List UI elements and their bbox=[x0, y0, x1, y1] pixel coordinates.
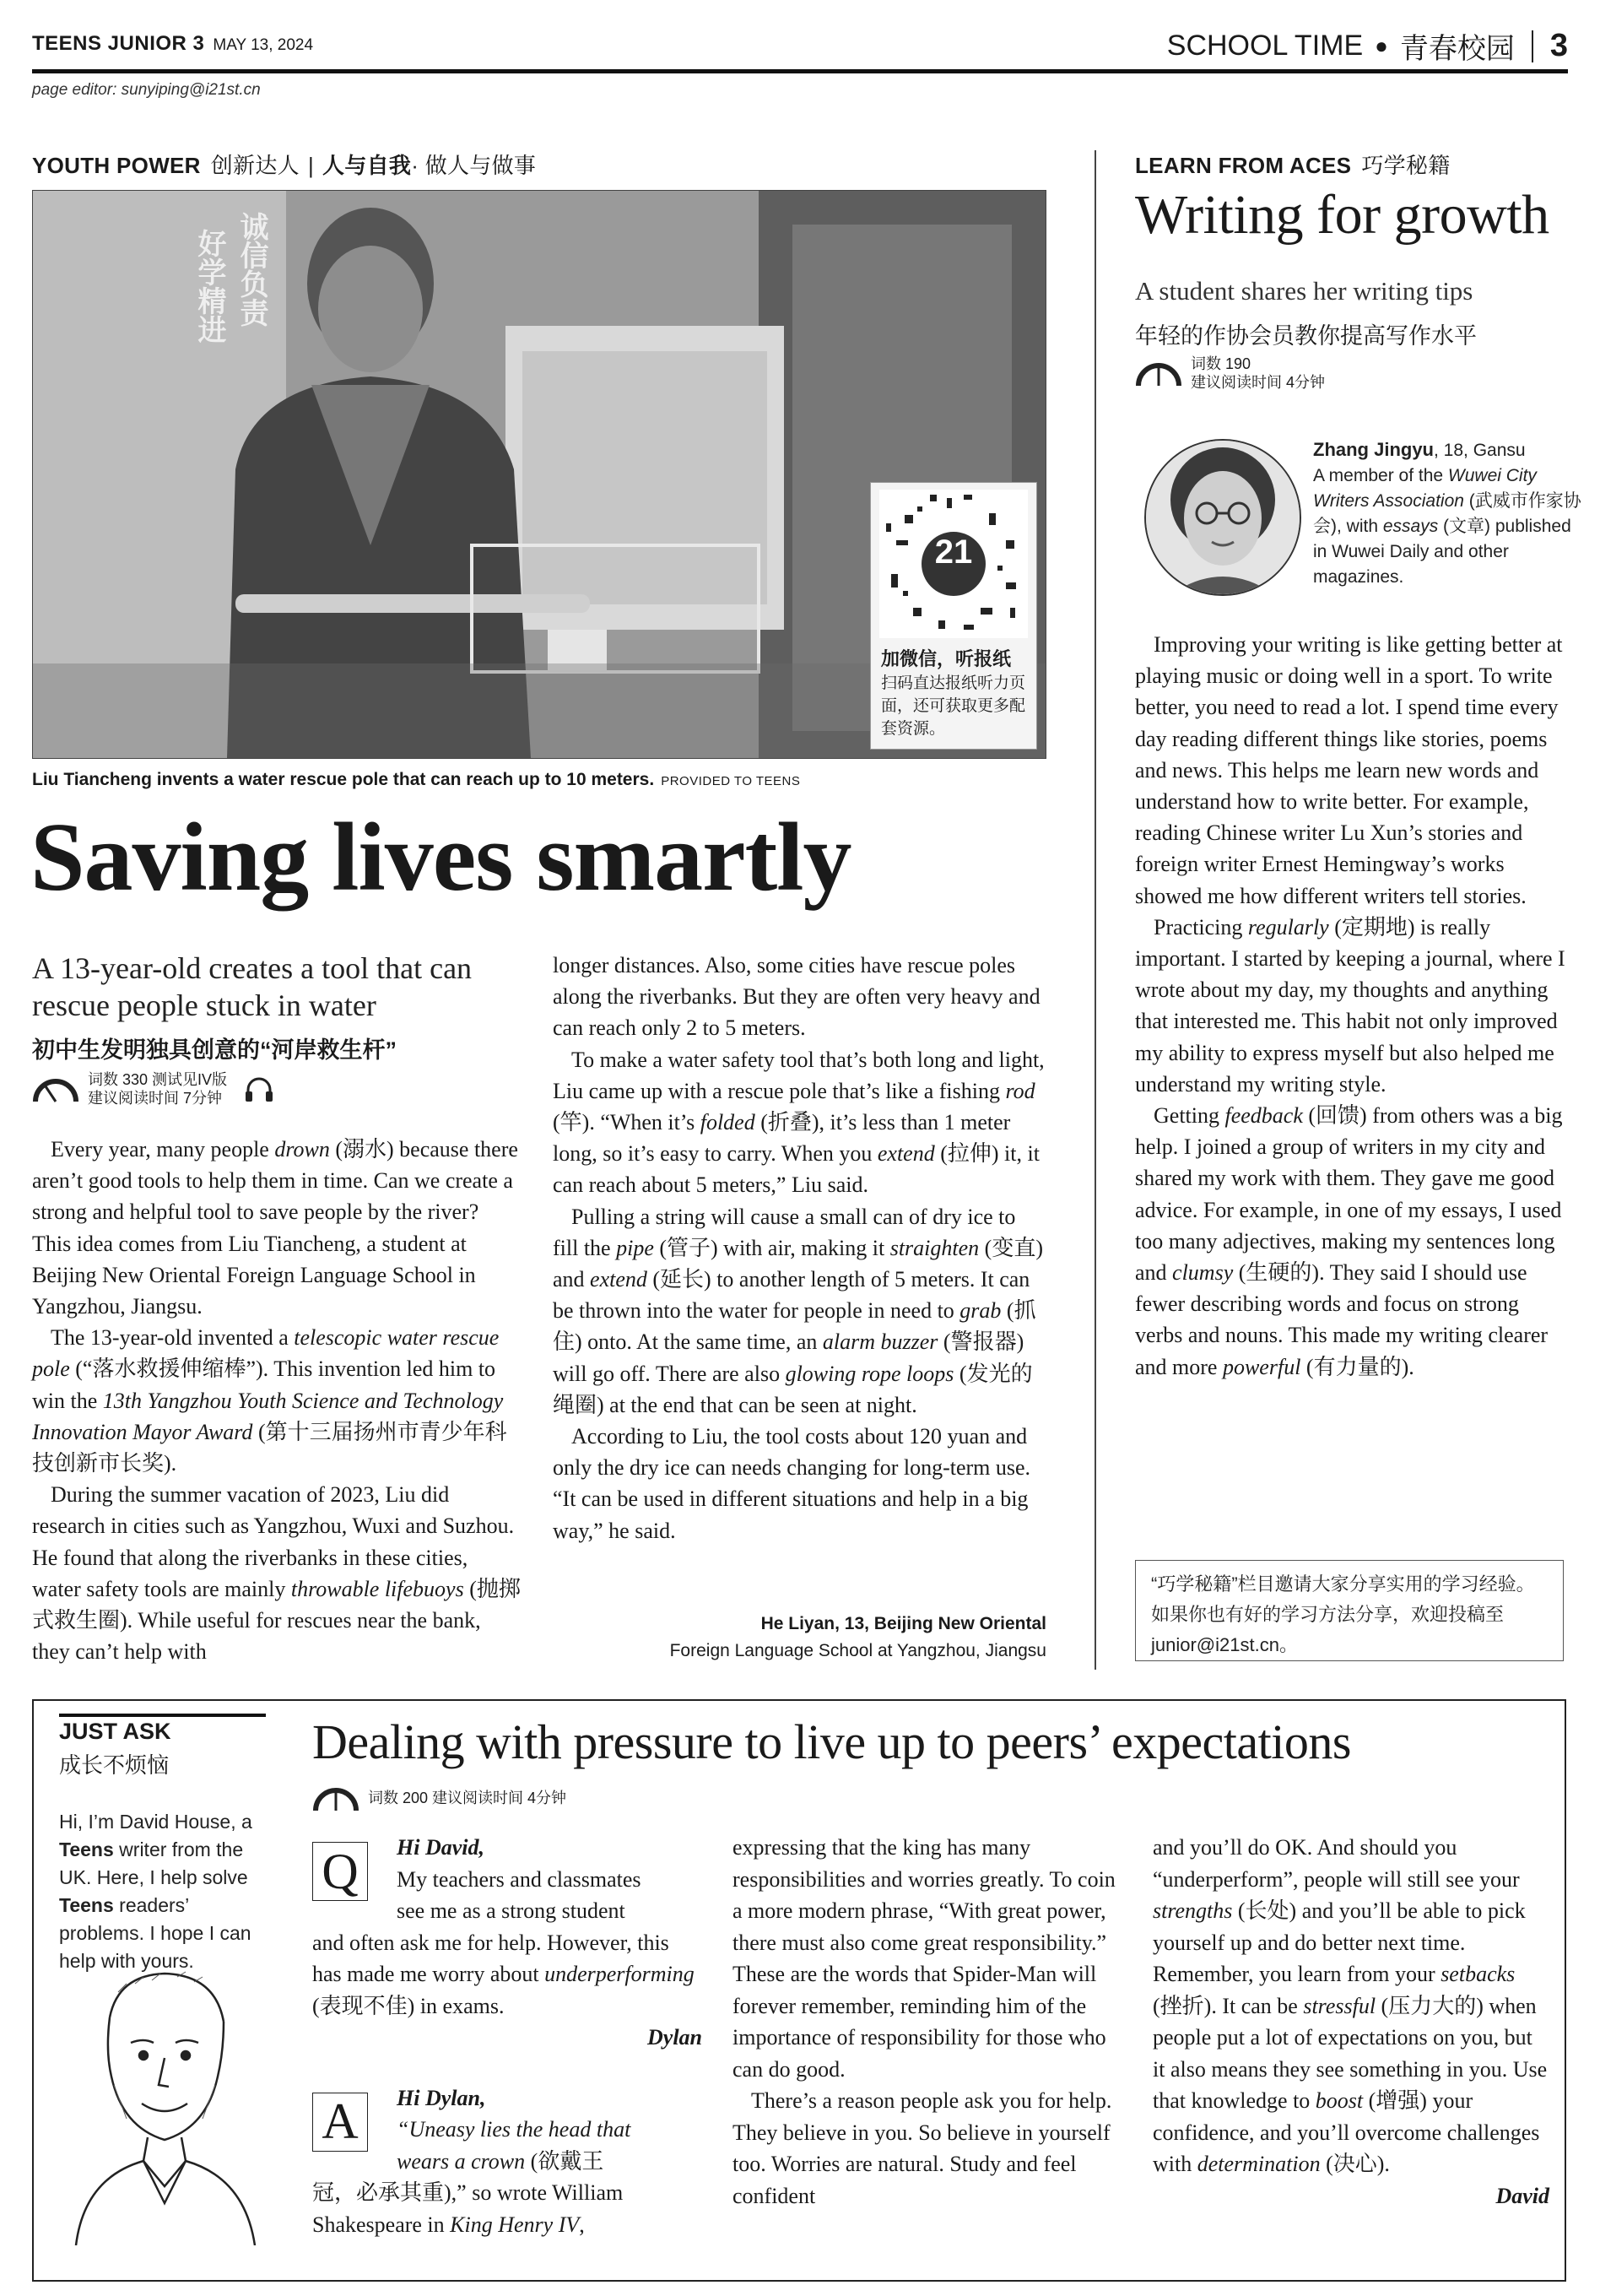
section-right bbox=[1167, 25, 1568, 67]
kicker-sub: · 做人与做事 bbox=[411, 153, 537, 178]
right-article-subtitle: A student shares her writing tips bbox=[1135, 276, 1473, 306]
question-text: My teachers and classmates see me as a strong student and often ask me for help. However, this has made me worry about underperforming (表现不佳) in exams. bbox=[312, 1866, 695, 2018]
paragraph: According to Liu, the tool costs about 120 yuan and only the dry ice can needs changing for long-term use. “It can be used in different situations and help in a big way,” he said. bbox=[553, 1424, 1031, 1543]
meta-line2: 建议阅读时间 4分钟 bbox=[1191, 374, 1326, 391]
answer-column-3 bbox=[1153, 1832, 1549, 2212]
section-right-en: SCHOOL TIME bbox=[1166, 30, 1364, 62]
meta-line1: 词数 190 bbox=[1191, 355, 1251, 372]
q-dropcap: Q bbox=[312, 1842, 368, 1901]
paragraph: Pulling a string will cause a small can of dry ice to fill the pipe (管子) with air, making it straighten (变直) and extend (延长) to another length of 5 meters. It can be thrown into the water for people in need to grab (抓住) onto. At the same time, an alarm buzzer (警报器) will go off. There are also glowing rope loops (发光的绳圈) at the end that can be seen at night. bbox=[553, 1204, 1043, 1417]
author-name: Zhang Jingyu bbox=[1313, 439, 1434, 460]
qr-caption-title: 加微信，听报纸 bbox=[881, 648, 1012, 669]
photo-sign-1: 诚信负责 bbox=[235, 212, 268, 327]
meta-line: 词数 200 建议阅读时间 4分钟 bbox=[368, 1790, 567, 1806]
reading-gauge-icon bbox=[32, 1075, 79, 1103]
right-article-title: Writing for growth bbox=[1135, 184, 1549, 246]
meta-line2: 建议阅读时间 7分钟 bbox=[88, 1090, 223, 1107]
paragraph: longer distances. Also, some cities have rescue poles along the riverbanks. But they are often very heavy and can reach only 2 to 5 meters. bbox=[553, 953, 1041, 1041]
question-column bbox=[312, 1832, 702, 2240]
paragraph: and you’ll do OK. And should you “underperform”, people will still see your strengths (长处) and you’ll be able to pick yourself up and do better next time. Remember, you learn from your setbacks (挫折). It can be stressful (压力大的) when people put a lot of expectations on you, but it also means they see something in you. Use that knowledge to boost (增强) your confidence, and you’ll overcome challenges with determination (决心). bbox=[1153, 1835, 1548, 2176]
masthead-rule bbox=[32, 69, 1568, 73]
paragraph: Getting feedback (回馈) from others was a big help. I joined a group of writers in my city and shared my work with them. They gave me good advice. For example, in one of my essays, I used too many adjectives, making my sentences long and clumsy (生硬的). They said I should use fewer describing words and focus on strong verbs and nouns. This made my writing clearer and more powerful (有力量的). bbox=[1135, 1103, 1563, 1379]
a-signature: David bbox=[1495, 2183, 1549, 2208]
paragraph: The 13-year-old invented a telescopic water rescue pole (“落水救援伸缩棒”). This invention led him to win the 13th Yangzhou Youth Science and Technology Innovation Mayor Award (第十三届扬州市青少年科技创新市长奖). bbox=[32, 1325, 507, 1476]
just-ask-meta bbox=[312, 1784, 566, 1812]
meta-line1: 词数 330 测试见IV版 bbox=[88, 1071, 228, 1088]
paragraph: Practicing regularly (定期地) is really important. I started by keeping a journal, where I wrote about my day, my thoughts and anything that interested me. This habit not only improved my ability to express myself but also helped me understand my writing style. bbox=[1135, 914, 1565, 1097]
article-byline bbox=[553, 1611, 1046, 1665]
article-headline: Saving lives smartly bbox=[30, 804, 851, 912]
masthead-divider bbox=[1532, 30, 1533, 62]
columnist-portrait-illustration bbox=[59, 1958, 270, 2245]
paragraph: Every year, many people drown (溺水) because there aren’t good tools to help them in time. Can we create a strong and helpful tool to save people by the river? This idea comes from Liu Tiancheng, a student at Beijing New Oriental Foreign Language School in Yangzhou, Jiangsu. bbox=[32, 1137, 518, 1319]
author-description: A member of the Wuwei City Writers Association (武威市作家协会), with essays (文章) published in Wuwei Daily and other magazines. bbox=[1313, 466, 1581, 587]
a-salutation: Hi Dylan, bbox=[397, 2085, 486, 2110]
just-ask-label-cn: 成长不烦恼 bbox=[59, 1752, 170, 1778]
paragraph: expressing that the king has many responsibilities and worries greatly. To coin a more modern phrase, “With great power, there must also come great responsibility.” These are the words that Spider-Man will forever remember, reminding him of the importance of responsibility for those who can do good. bbox=[732, 1835, 1116, 2082]
section-right-cn: 青春校园 bbox=[1399, 33, 1515, 65]
kicker-sub-bold: 人与自我 bbox=[322, 153, 412, 178]
author-info: , 18, Gansu bbox=[1434, 441, 1526, 460]
article-deck-cn: 初中生发明独具创意的“河岸救生杆” bbox=[32, 1037, 397, 1063]
byline-line1: He Liyan, 13, Beijing New Oriental bbox=[760, 1614, 1046, 1633]
paragraph: During the summer vacation of 2023, Liu did research in cities such as Yangzhou, Wuxi and Suzhou. He found that along the riverbanks in these cities, water safety tools are mainly throwable lifebuoys (抛掷式救生圈). While useful for rescues near the bank, they can’t help with bbox=[32, 1482, 521, 1665]
portrait-illustration bbox=[1146, 441, 1300, 594]
article-meta bbox=[32, 1070, 274, 1107]
paragraph: There’s a reason people ask you for help. They believe in you. So believe in yourself too. Worries are natural. Study and feel confident bbox=[732, 2088, 1112, 2208]
qr-panel bbox=[870, 482, 1037, 750]
photo-caption bbox=[32, 770, 800, 790]
q-signature: Dylan bbox=[647, 2025, 702, 2050]
author-portrait bbox=[1144, 439, 1301, 596]
just-ask-intro: Hi, I’m David House, a Teens writer from the UK. Here, I help solve Teens readers’ problems. I hope I can help with yours. bbox=[59, 1811, 252, 1972]
article-column-1 bbox=[32, 1134, 522, 1667]
kicker-cn: 创新达人 bbox=[210, 153, 300, 178]
reading-gauge-icon bbox=[312, 1784, 359, 1812]
q-salutation: Hi David, bbox=[397, 1835, 484, 1860]
kicker-en: LEARN FROM ACES bbox=[1135, 153, 1352, 178]
a-dropcap: A bbox=[312, 2093, 368, 2152]
article-column-2 bbox=[553, 950, 1046, 1546]
kicker-en: YOUTH POWER bbox=[32, 153, 201, 178]
paragraph: To make a water safety tool that’s both long and light, Liu came up with a rescue pole that’s like a fishing rod (竿). “When it’s folded (折叠), it’s less than 1 meter long, so it’s easy to carry. When you extend (拉伸) it, it can reach about 5 meters,” Liu said. bbox=[553, 1047, 1045, 1198]
submission-note: “巧学秘籍”栏目邀请大家分享实用的学习经验。如果你也有好的学习方法分享，欢迎投稿至junior@i21st.cn。 bbox=[1135, 1560, 1564, 1661]
caption-credit: PROVIDED TO TEENS bbox=[661, 774, 801, 788]
article-photo bbox=[32, 190, 1046, 759]
headphones-icon[interactable] bbox=[244, 1075, 274, 1103]
section-label bbox=[32, 32, 313, 56]
just-ask-label: JUST ASK bbox=[59, 1714, 266, 1745]
just-ask-title: Dealing with pressure to live up to peers’ expectations bbox=[312, 1714, 1351, 1769]
learn-from-aces-kicker bbox=[1135, 149, 1451, 180]
section-name: TEENS JUNIOR 3 bbox=[32, 32, 205, 55]
answer-column-2 bbox=[732, 1832, 1125, 2212]
qr-caption-body: 扫码直达报纸听力页面，还可获取更多配套资源。 bbox=[881, 674, 1026, 738]
right-article-body bbox=[1135, 629, 1567, 1383]
issue-date: MAY 13, 2024 bbox=[213, 36, 314, 54]
caption-text: Liu Tiancheng invents a water rescue pole that can reach up to 10 meters. bbox=[32, 770, 655, 789]
page-editor: page editor: sunyiping@i21st.cn bbox=[32, 81, 261, 99]
youth-power-kicker bbox=[32, 149, 536, 180]
reading-gauge-icon bbox=[1135, 359, 1182, 387]
just-ask-sidebar bbox=[59, 1714, 266, 1975]
photo-sign-2: 好学精进 bbox=[192, 229, 226, 344]
right-article-subtitle-cn: 年轻的作协会员教你提高写作水平 bbox=[1135, 323, 1477, 349]
author-bio bbox=[1313, 437, 1583, 590]
kicker-cn: 巧学秘籍 bbox=[1361, 153, 1451, 178]
kicker-separator: | bbox=[307, 153, 315, 178]
byline-line2: Foreign Language School at Yangzhou, Jiangsu bbox=[669, 1641, 1046, 1660]
bullet-dot: ● bbox=[1375, 33, 1388, 58]
paragraph: Improving your writing is like getting better at playing music or doing well in a sport. To write better, you need to read a lot. I spend time every day reading different things like stories, poems and news. This helps me learn new words and understand how to write better. For example, reading Chinese writer Lu Xun’s stories and foreign writer Ernest Hemingway’s works showed me how different writers tell stories. bbox=[1135, 632, 1563, 908]
answer-text-1: “Uneasy lies the head that wears a crown (欲戴王 冠，必承其重),” so wrote William Shakespeare in King Henry IV, bbox=[312, 2117, 631, 2237]
page-number: 3 bbox=[1549, 28, 1568, 63]
columnist-sketch bbox=[59, 1958, 270, 2245]
right-article-meta bbox=[1135, 355, 1325, 392]
qr-badge: 21 bbox=[934, 533, 973, 571]
article-deck: A 13-year-old creates a tool that can rescue people stuck in water bbox=[32, 951, 473, 1022]
column-divider bbox=[1095, 150, 1096, 1670]
